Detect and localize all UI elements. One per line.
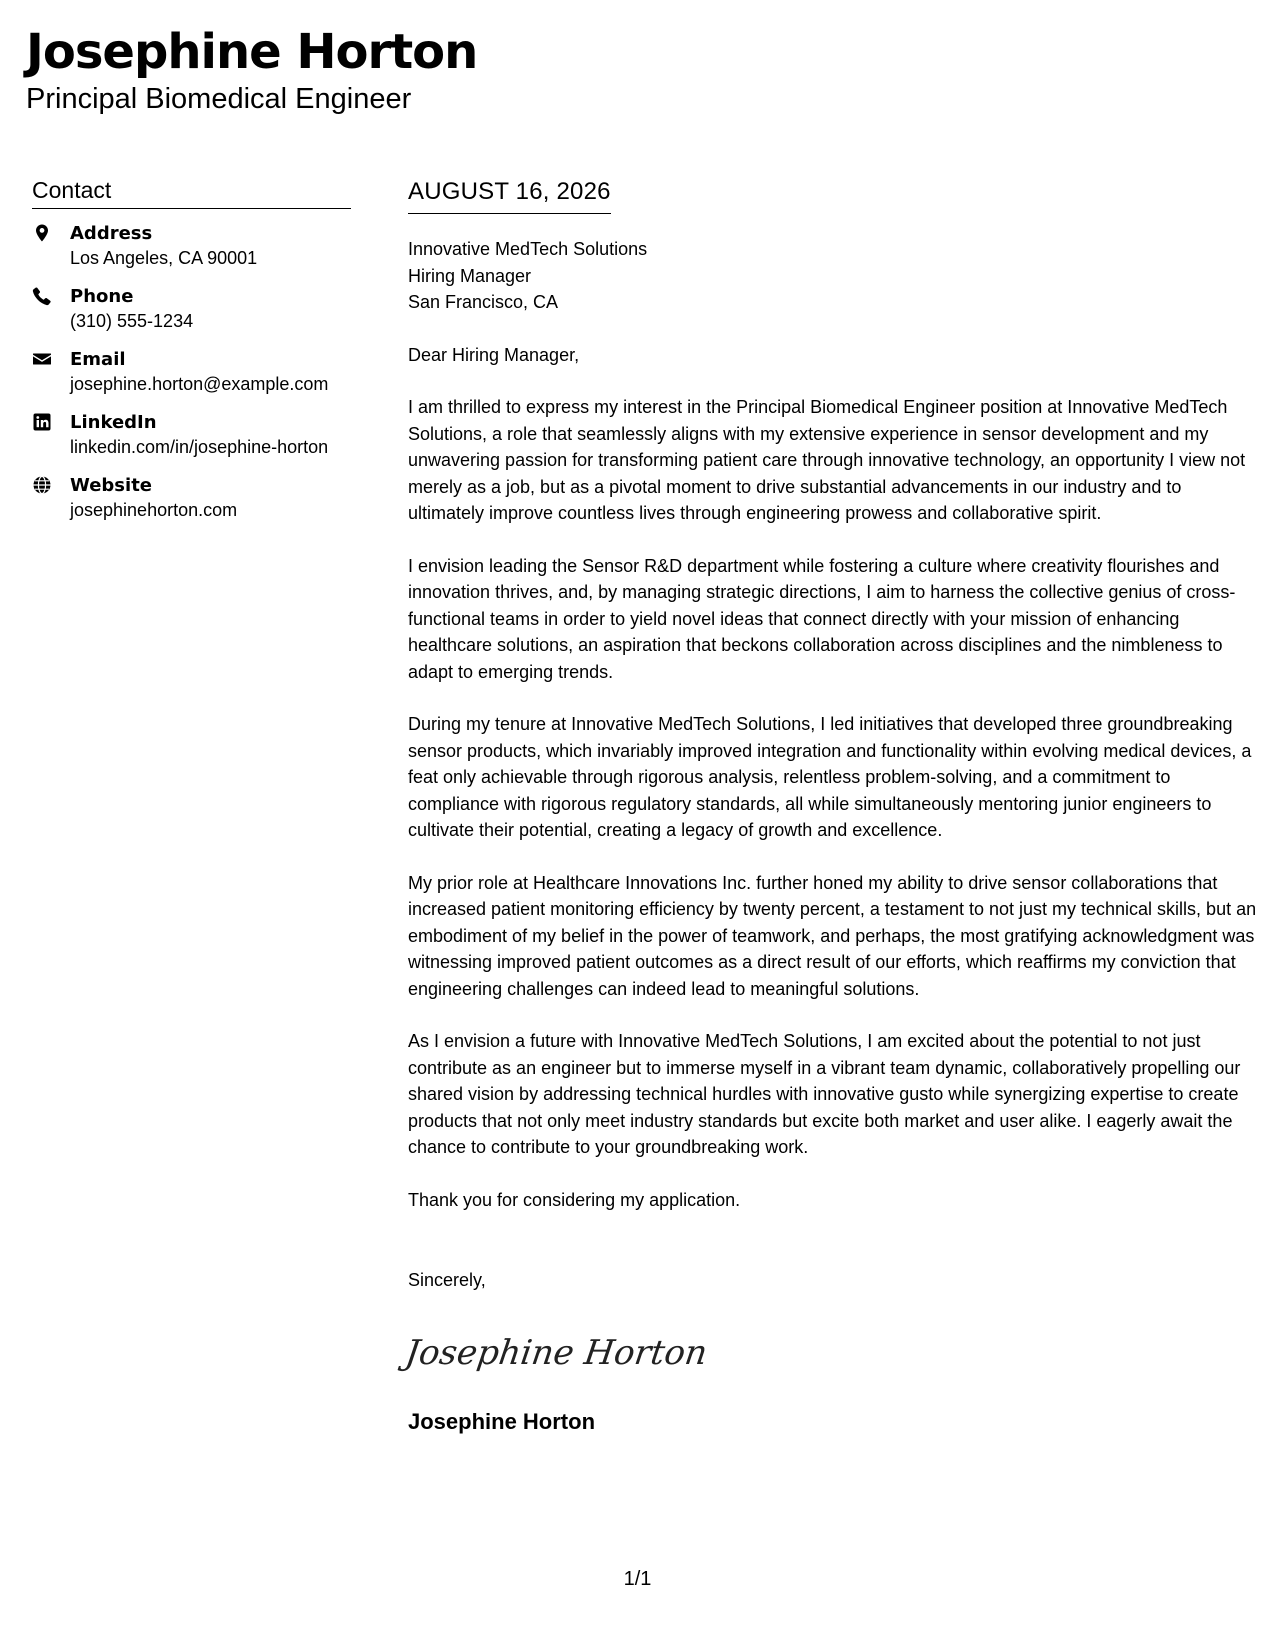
contact-value-phone: (310) 555-1234 (70, 311, 194, 331)
closing: Sincerely, (408, 1270, 486, 1290)
contact-label-website: Website (70, 475, 153, 496)
contact-label-email: Email (70, 349, 126, 370)
thank-you-line: Thank you for considering my application. (408, 1189, 741, 1210)
contact-item-linkedin (32, 410, 351, 473)
recipient-location: San Francisco, CA (408, 292, 559, 312)
recipient-block (408, 236, 1258, 316)
signature-text: Josephine Horton (402, 1332, 710, 1373)
applicant-title: Principal Biomedical Engineer (26, 83, 412, 115)
contact-value-linkedin: linkedin.com/in/josephine-horton (70, 437, 329, 457)
contact-label-phone: Phone (70, 286, 134, 307)
greeting: Dear Hiring Manager, (408, 344, 580, 365)
contact-item-website (32, 473, 351, 536)
linkedin-icon (32, 410, 70, 432)
contact-list (32, 221, 351, 536)
contact-item-phone (32, 284, 351, 347)
contact-value-website: josephinehorton.com (70, 500, 238, 520)
envelope-icon (32, 347, 70, 369)
paragraph: During my tenure at Innovative MedTech Solutions, I led initiatives that developed three groundbreaking sensor products, which invariably improved integration and functionality within evolving medical devices, a feat only achievable through rigorous analysis, relentless problem-solving, and a commitment to compliance with rigorous regulatory standards, all while simultaneously mentoring junior engineers to cultivate their potential, creating a legacy of growth and excellence. (408, 714, 1252, 840)
contact-item-address (32, 221, 351, 284)
letter-body (402, 177, 1258, 1436)
header (26, 22, 477, 116)
page-number: 1/1 (623, 1568, 652, 1590)
letter-date: AUGUST 16, 2026 (408, 178, 611, 205)
recipient-role: Hiring Manager (408, 265, 532, 286)
date-block (408, 177, 611, 214)
contact-label-linkedin: LinkedIn (70, 412, 157, 433)
signed-name: Josephine Horton (408, 1408, 596, 1434)
paragraph: My prior role at Healthcare Innovations Inc. further honed my ability to drive sensor collaborations that increased patient monitoring efficiency by twenty percent, a testament to not just my technical skills, but an embodiment of my belief in the power of teamwork, and perhaps, the most gratifying acknowledgment was witnessing improved patient outcomes as a direct result of our efforts, which reaffirms my conviction that engineering challenges can indeed lead to meaningful solutions. (408, 872, 1257, 999)
paragraph: I am thrilled to express my interest in the Principal Biomedical Engineer position at Innovative MedTech Solutions, a role that seamlessly aligns with my extensive experience in sensor development and my unwavering passion for transforming patient care through innovative technology, an opportunity I view not merely as a job, but as a pivotal moment to drive substantial advancements in our industry and to ultimately improve countless lives through engineering prowess and collaborative spirit. (408, 397, 1246, 523)
globe-icon (32, 473, 70, 495)
contact-value-email: josephine.horton@example.com (70, 374, 329, 394)
contact-value-address: Los Angeles, CA 90001 (70, 248, 258, 268)
paragraph: As I envision a future with Innovative MedTech Solutions, I am excited about the potential to not just contribute as an engineer but to immerse myself in a vibrant team dynamic, collaboratively propelling our shared vision by addressing technical hurdles with innovative gusto while synergizing expertise to create products that not only meet industry standards but excite both market and user alike. I eagerly await the chance to contribute to your groundbreaking work. (408, 1031, 1241, 1157)
contact-label-address: Address (70, 223, 153, 244)
paragraph: I envision leading the Sensor R&D department while fostering a culture where creativity flourishes and innovation thrives, and, by managing strategic directions, I aim to harness the collective genius of cross-functional teams in order to yield novel ideas that connect directly with your mission of enhancing healthcare solutions, an aspiration that beckons collaboration across disciplines and the nimbleness to adapt to emerging trends. (408, 555, 1236, 682)
recipient-company: Innovative MedTech Solutions (408, 239, 648, 259)
map-pin-icon (32, 221, 70, 243)
contact-sidebar (32, 175, 351, 536)
applicant-name: Josephine Horton (26, 24, 478, 80)
signature-image (402, 1322, 1258, 1382)
contact-item-email (32, 347, 351, 410)
phone-icon (32, 284, 70, 306)
contact-heading: Contact (32, 175, 351, 209)
